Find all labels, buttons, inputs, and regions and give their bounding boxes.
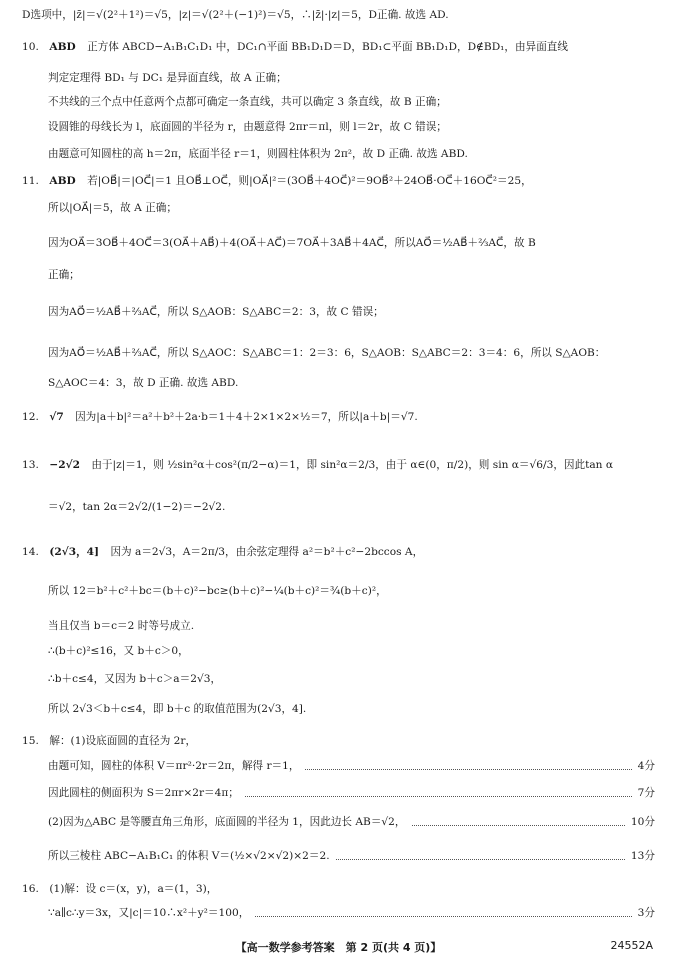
line-8	[48, 236, 657, 251]
line-text: 当且仅当 b＝c＝2 时等号成立.	[48, 620, 195, 632]
line-11	[48, 346, 657, 361]
line-text: 因此圆柱的侧面积为 S＝2πr×2r＝4π；	[48, 787, 239, 799]
line-text: (2)因为△ABC 是等腰直角三角形，底面圆的半径为 1，因此边长 AB＝√2，	[48, 816, 406, 828]
line-text: (1)解：设 c＝(x，y)，a＝(1，3)，	[49, 883, 218, 895]
line-text: S△AOC＝4：3，故 D 正确. 故选 ABD.	[48, 377, 239, 389]
line-3	[48, 95, 657, 110]
q12-line	[22, 410, 657, 425]
line-text: ∵a∥c∴y＝3x，又|c|＝10∴x²＋y²＝100，	[48, 907, 250, 919]
line-text: 正确；	[48, 269, 80, 281]
q16-line	[22, 882, 657, 897]
question-number: 11.	[22, 175, 39, 187]
line-text: 因为AO⃗＝½AB⃗＋⅔AC⃗，所以 S△AOC：S△ABC＝1：2＝3：6，S△AOB：S△ABC＝2：3＝4：6，所以 S△AOB：	[48, 347, 606, 359]
dot-leader	[412, 824, 625, 826]
line-text: 若|OB⃗|＝|OC⃗|＝1 且OB⃗⊥OC⃗，则|OA⃗|²＝(3OB⃗＋4OC⃗)²＝9OB⃗²＋24OB⃗·OC⃗＋16OC⃗²＝25，	[87, 175, 532, 187]
q15-line	[22, 734, 657, 749]
line-7	[48, 201, 657, 216]
line-2	[48, 71, 657, 86]
answer-key: ABD	[49, 41, 76, 53]
line-text: 不共线的三个点中任意两个点都可确定一条直线，共可以确定 3 条直线，故 B 正确；	[48, 96, 447, 108]
line-text: 所以三棱柱 ABC−A₁B₁C₁ 的体积 V＝(½×√2×√2)×2＝2.	[48, 850, 330, 862]
question-number: 15.	[22, 735, 39, 747]
line-4	[48, 120, 657, 135]
dot-leader	[255, 915, 631, 917]
line-text: 所以|OA⃗|＝5，故 A 正确；	[48, 202, 177, 214]
question-number: 13.	[22, 459, 39, 471]
line-text: 因为OA⃗＝3OB⃗＋4OC⃗＝3(OA⃗＋AB⃗)＋4(OA⃗＋AC⃗)＝7OA⃗＋3AB⃗＋4AC⃗，所以AO⃗＝½AB⃗＋⅔AC⃗，故 B	[48, 237, 536, 249]
answer-key: ABD	[49, 175, 76, 187]
question-number: 14.	[22, 546, 39, 558]
line-20	[48, 672, 657, 687]
line-text: 所以 2√3＜b＋c≤4，即 b＋c 的取值范围为(2√3，4].	[48, 703, 307, 715]
line-text: 解：(1)设底面圆的直径为 2r，	[49, 735, 197, 747]
score-points: 4分	[637, 760, 655, 772]
line-text: ＝√2，tan 2α＝2√2/(1−2)＝−2√2.	[48, 501, 226, 513]
score-points: 7分	[637, 787, 655, 799]
q10-line	[22, 40, 657, 55]
score-points: 3分	[637, 907, 655, 919]
score-row	[48, 759, 655, 774]
line-text: 判定定理得 BD₁ 与 DC₁ 是异面直线，故 A 正确；	[48, 72, 287, 84]
document-code: 24552A	[610, 939, 653, 952]
line-text: 因为 a＝2√3，A＝2π/3，由余弦定理得 a²＝b²＋c²−2bccos A，	[110, 546, 424, 558]
line-10	[48, 305, 657, 320]
line-text: D选项中，|z̄|＝√(2²＋1²)＝√5，|z|＝√(2²＋(−1)²)＝√5，∴|z̄|·|z|＝5，D正确. 故选 AD.	[22, 9, 449, 21]
line-text: 由题可知，圆柱的体积 V＝πr²·2r＝2π，解得 r＝1，	[48, 760, 300, 772]
line-text: 因为|a＋b|²＝a²＋b²＋2a·b＝1＋4＋2×1×2×½＝7，所以|a＋b|＝√7.	[75, 411, 418, 423]
line-12	[48, 376, 657, 391]
q11-line	[22, 174, 657, 189]
line-text: 因为AO⃗＝½AB⃗＋⅔AC⃗，所以 S△AOB：S△ABC＝2：3，故 C 错误；	[48, 306, 384, 318]
line-text: 设圆锥的母线长为 l，底面圆的半径为 r，由题意得 2πr＝πl，则 l＝2r，故 C 错误；	[48, 121, 447, 133]
dot-leader	[305, 768, 631, 770]
dot-leader	[336, 858, 625, 860]
line-text: 所以 12＝b²＋c²＋bc＝(b＋c)²−bc≥(b＋c)²−¼(b＋c)²＝¾(b＋c)²，	[48, 585, 387, 597]
answer-key: (2√3，4]	[49, 546, 100, 558]
line-15	[48, 500, 657, 515]
q13-line	[22, 458, 657, 473]
line-18	[48, 619, 657, 634]
score-row	[48, 849, 655, 864]
score-points: 13分	[630, 850, 655, 862]
line-0	[22, 8, 657, 23]
score-row	[48, 906, 655, 921]
line-9	[48, 268, 657, 283]
line-17	[48, 584, 657, 599]
dot-leader	[245, 795, 632, 797]
line-text: ∴b＋c≤4，又因为 b＋c＞a＝2√3，	[48, 673, 222, 685]
page-footer: 【高一数学参考答案 第 2 页(共 4 页)】	[235, 941, 442, 954]
question-number: 10.	[22, 41, 39, 53]
line-19	[48, 644, 657, 659]
answer-key: √7	[49, 411, 64, 423]
question-number: 12.	[22, 411, 39, 423]
line-text: 正方体 ABCD−A₁B₁C₁D₁ 中，DC₁∩平面 BB₁D₁D＝D，BD₁⊂平面 BB₁D₁D，D∉BD₁，由异面直线	[87, 41, 568, 53]
score-row	[48, 786, 655, 801]
score-row	[48, 815, 655, 830]
line-text: 由题意可知圆柱的高 h＝2π，底面半径 r＝1，则圆柱体积为 2π²，故 D 正确. 故选 ABD.	[48, 148, 468, 160]
line-5	[48, 147, 657, 162]
line-text: 由于|z|＝1，则 ½sin²α＋cos²(π/2−α)＝1，即 sin²α＝2/3，由于 α∈(0，π/2)，则 sin α＝√6/3，因此tan α	[91, 459, 614, 471]
answer-key: −2√2	[49, 459, 80, 471]
line-text: ∴(b＋c)²≤16，又 b＋c＞0，	[48, 645, 189, 657]
line-21	[48, 702, 657, 717]
score-points: 10分	[630, 816, 655, 828]
question-number: 16.	[22, 883, 39, 895]
q14-line	[22, 545, 657, 560]
